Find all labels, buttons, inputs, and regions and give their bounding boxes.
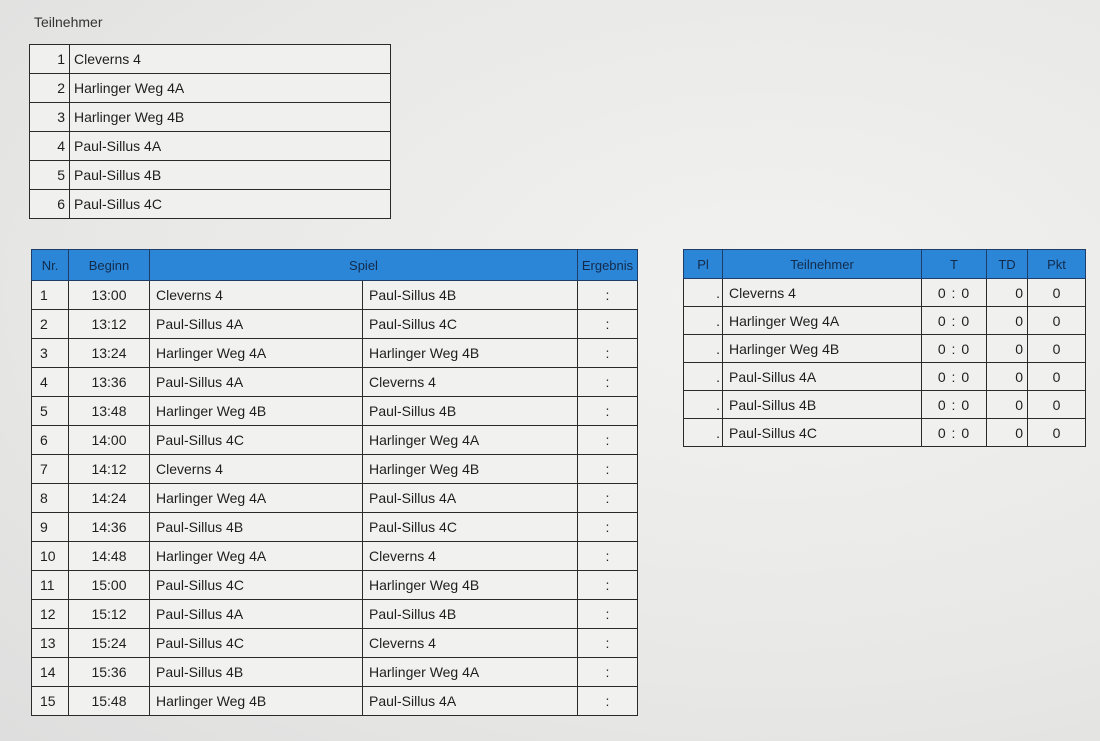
match-team-home: Paul-Sillus 4A (150, 368, 363, 397)
schedule-row (32, 484, 638, 513)
schedule-row (32, 281, 638, 310)
standing-points: 0 (1028, 307, 1086, 335)
match-time: 14:24 (69, 484, 150, 513)
standing-goal-diff: 0 (987, 335, 1028, 363)
match-result: : (578, 687, 638, 716)
standings-row (684, 307, 1086, 335)
schedule-row (32, 658, 638, 687)
header-result: Ergebnis (578, 250, 638, 281)
match-time: 15:36 (69, 658, 150, 687)
participant-number: 5 (30, 161, 70, 190)
match-team-home: Paul-Sillus 4B (150, 658, 363, 687)
standing-goals: 0 : 0 (922, 391, 987, 419)
match-number: 5 (32, 397, 69, 426)
match-team-away: Harlinger Weg 4B (363, 571, 578, 600)
match-team-home: Paul-Sillus 4A (150, 310, 363, 339)
participant-number: 1 (30, 45, 70, 74)
match-number: 9 (32, 513, 69, 542)
match-result: : (578, 310, 638, 339)
schedule-row (32, 426, 638, 455)
match-number: 10 (32, 542, 69, 571)
standing-place: . (684, 419, 723, 447)
standing-goal-diff: 0 (987, 419, 1028, 447)
match-team-away: Harlinger Weg 4B (363, 339, 578, 368)
schedule-table (31, 249, 638, 716)
match-team-home: Harlinger Weg 4A (150, 484, 363, 513)
standing-goals: 0 : 0 (922, 307, 987, 335)
standing-goals: 0 : 0 (922, 419, 987, 447)
header-pkt: Pkt (1028, 250, 1086, 279)
participant-name: Paul-Sillus 4B (70, 161, 391, 190)
participants-table (29, 44, 391, 219)
participant-name: Cleverns 4 (70, 45, 391, 74)
participant-row (30, 190, 391, 219)
match-team-home: Paul-Sillus 4A (150, 600, 363, 629)
schedule-row (32, 339, 638, 368)
standings-row (684, 419, 1086, 447)
match-time: 15:00 (69, 571, 150, 600)
match-team-away: Paul-Sillus 4B (363, 397, 578, 426)
standing-goal-diff: 0 (987, 279, 1028, 307)
standings-table (683, 249, 1086, 447)
standing-goal-diff: 0 (987, 391, 1028, 419)
match-time: 14:00 (69, 426, 150, 455)
header-nr: Nr. (32, 250, 69, 281)
match-number: 2 (32, 310, 69, 339)
standing-team: Paul-Sillus 4B (723, 391, 922, 419)
match-team-away: Paul-Sillus 4B (363, 600, 578, 629)
participant-number: 6 (30, 190, 70, 219)
standing-points: 0 (1028, 363, 1086, 391)
match-team-home: Paul-Sillus 4C (150, 571, 363, 600)
standing-points: 0 (1028, 419, 1086, 447)
match-number: 11 (32, 571, 69, 600)
schedule-row (32, 397, 638, 426)
match-time: 15:12 (69, 600, 150, 629)
match-team-home: Paul-Sillus 4C (150, 426, 363, 455)
standings-row (684, 391, 1086, 419)
participant-number: 4 (30, 132, 70, 161)
match-result: : (578, 368, 638, 397)
participants-title: Teilnehmer (34, 14, 103, 30)
match-number: 6 (32, 426, 69, 455)
match-time: 14:36 (69, 513, 150, 542)
participant-number: 3 (30, 103, 70, 132)
match-team-away: Paul-Sillus 4A (363, 687, 578, 716)
standing-place: . (684, 307, 723, 335)
match-result: : (578, 455, 638, 484)
match-number: 1 (32, 281, 69, 310)
standing-points: 0 (1028, 335, 1086, 363)
match-time: 13:12 (69, 310, 150, 339)
header-t: T (922, 250, 987, 279)
standing-team: Paul-Sillus 4A (723, 363, 922, 391)
standing-place: . (684, 335, 723, 363)
match-team-away: Cleverns 4 (363, 629, 578, 658)
header-begin: Beginn (69, 250, 150, 281)
match-result: : (578, 629, 638, 658)
match-result: : (578, 339, 638, 368)
schedule-row (32, 455, 638, 484)
match-time: 13:24 (69, 339, 150, 368)
match-team-home: Harlinger Weg 4B (150, 397, 363, 426)
match-result: : (578, 484, 638, 513)
match-time: 15:24 (69, 629, 150, 658)
match-team-away: Paul-Sillus 4B (363, 281, 578, 310)
standing-place: . (684, 363, 723, 391)
match-team-home: Harlinger Weg 4A (150, 339, 363, 368)
standing-goals: 0 : 0 (922, 335, 987, 363)
match-time: 13:36 (69, 368, 150, 397)
schedule-row (32, 368, 638, 397)
match-time: 15:48 (69, 687, 150, 716)
match-team-home: Paul-Sillus 4B (150, 513, 363, 542)
match-result: : (578, 426, 638, 455)
match-team-away: Harlinger Weg 4A (363, 426, 578, 455)
standings-header-row (684, 250, 1086, 279)
standing-place: . (684, 279, 723, 307)
header-team: Teilnehmer (723, 250, 922, 279)
match-time: 13:00 (69, 281, 150, 310)
match-team-away: Paul-Sillus 4A (363, 484, 578, 513)
match-team-home: Cleverns 4 (150, 281, 363, 310)
standing-place: . (684, 391, 723, 419)
match-result: : (578, 571, 638, 600)
standings-row (684, 335, 1086, 363)
participant-number: 2 (30, 74, 70, 103)
participant-name: Paul-Sillus 4C (70, 190, 391, 219)
standing-points: 0 (1028, 279, 1086, 307)
match-team-home: Harlinger Weg 4A (150, 542, 363, 571)
participant-row (30, 161, 391, 190)
schedule-row (32, 600, 638, 629)
standing-goals: 0 : 0 (922, 363, 987, 391)
participant-name: Harlinger Weg 4A (70, 74, 391, 103)
standings-row (684, 363, 1086, 391)
match-result: : (578, 397, 638, 426)
participant-row (30, 103, 391, 132)
header-td: TD (987, 250, 1028, 279)
match-result: : (578, 542, 638, 571)
match-time: 13:48 (69, 397, 150, 426)
participant-row (30, 45, 391, 74)
schedule-row (32, 542, 638, 571)
match-number: 15 (32, 687, 69, 716)
match-team-away: Paul-Sillus 4C (363, 310, 578, 339)
header-game: Spiel (150, 250, 578, 281)
match-team-away: Harlinger Weg 4A (363, 658, 578, 687)
match-time: 14:12 (69, 455, 150, 484)
match-team-away: Cleverns 4 (363, 542, 578, 571)
match-number: 3 (32, 339, 69, 368)
match-time: 14:48 (69, 542, 150, 571)
schedule-row (32, 571, 638, 600)
match-number: 4 (32, 368, 69, 397)
match-number: 8 (32, 484, 69, 513)
standing-goal-diff: 0 (987, 307, 1028, 335)
match-team-away: Harlinger Weg 4B (363, 455, 578, 484)
schedule-header-row (32, 250, 638, 281)
participant-row (30, 132, 391, 161)
standing-goals: 0 : 0 (922, 279, 987, 307)
participant-name: Harlinger Weg 4B (70, 103, 391, 132)
match-number: 12 (32, 600, 69, 629)
match-team-home: Harlinger Weg 4B (150, 687, 363, 716)
standing-team: Paul-Sillus 4C (723, 419, 922, 447)
schedule-row (32, 310, 638, 339)
match-result: : (578, 513, 638, 542)
match-result: : (578, 281, 638, 310)
match-result: : (578, 600, 638, 629)
participant-row (30, 74, 391, 103)
standing-team: Harlinger Weg 4A (723, 307, 922, 335)
match-team-home: Paul-Sillus 4C (150, 629, 363, 658)
schedule-row (32, 687, 638, 716)
standing-team: Harlinger Weg 4B (723, 335, 922, 363)
standing-team: Cleverns 4 (723, 279, 922, 307)
standings-row (684, 279, 1086, 307)
match-number: 7 (32, 455, 69, 484)
standing-goal-diff: 0 (987, 363, 1028, 391)
match-team-home: Cleverns 4 (150, 455, 363, 484)
match-result: : (578, 658, 638, 687)
match-team-away: Paul-Sillus 4C (363, 513, 578, 542)
schedule-row (32, 513, 638, 542)
schedule-row (32, 629, 638, 658)
participant-name: Paul-Sillus 4A (70, 132, 391, 161)
standing-points: 0 (1028, 391, 1086, 419)
match-number: 13 (32, 629, 69, 658)
match-team-away: Cleverns 4 (363, 368, 578, 397)
match-number: 14 (32, 658, 69, 687)
header-place: Pl (684, 250, 723, 279)
